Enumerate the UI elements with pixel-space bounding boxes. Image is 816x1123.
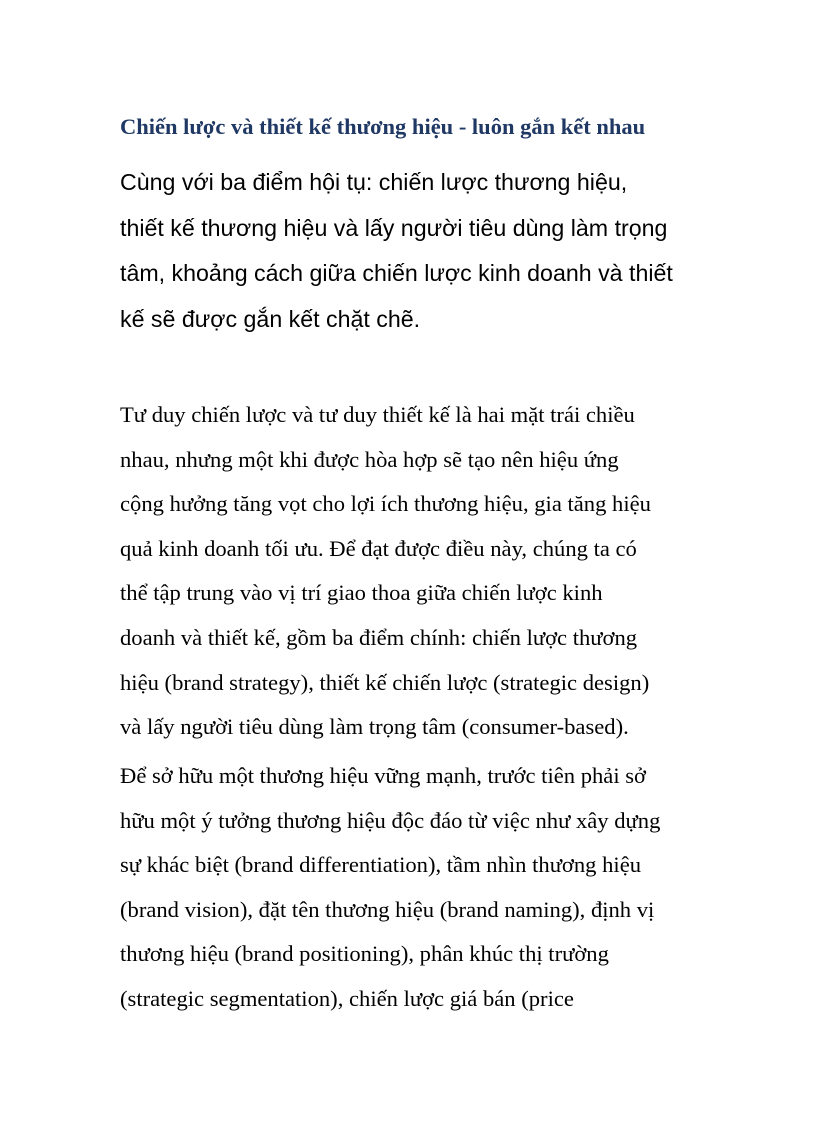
paragraph-line: và lấy người tiêu dùng làm trọng tâm (consumer-based). bbox=[120, 714, 629, 740]
paragraph-line: Để sở hữu một thương hiệu vững mạnh, trước tiên phải sở bbox=[120, 763, 646, 788]
paragraph-line: hiệu (brand strategy), thiết kế chiến lược (strategic design) bbox=[120, 669, 650, 695]
paragraph-line: nhau, nhưng một khi được hòa hợp sẽ tạo nên hiệu ứng bbox=[120, 446, 619, 472]
lead-line: kế sẽ được gắn kết chặt chẽ. bbox=[120, 305, 421, 332]
paragraph-line: hữu một ý tưởng thương hiệu độc đáo từ việc như xây dựng bbox=[120, 807, 661, 833]
lead-line: thiết kế thương hiệu và lấy người tiêu dùng làm trọng bbox=[120, 214, 668, 241]
lead-line: Cùng với ba điểm hội tụ: chiến lược thương hiệu, bbox=[120, 169, 628, 195]
paragraph-line: Tư duy chiến lược và tư duy thiết kế là hai mặt trái chiều bbox=[120, 402, 635, 427]
paragraph-line: thương hiệu (brand positioning), phân khúc thị trường bbox=[120, 941, 609, 967]
body-paragraph-1 bbox=[120, 393, 720, 750]
paragraph-line: sự khác biệt (brand differentiation), tầm nhìn thương hiệu bbox=[120, 852, 642, 878]
paragraph-line: thể tập trung vào vị trí giao thoa giữa chiến lược kinh bbox=[120, 580, 603, 606]
article-title: Chiến lược và thiết kế thương hiệu - luôn gắn kết nhau bbox=[120, 114, 646, 139]
body-paragraph-2 bbox=[120, 754, 720, 1022]
paragraph-line: doanh và thiết kế, gồm ba điểm chính: chiến lược thương bbox=[120, 624, 638, 650]
paragraph-line: cộng hưởng tăng vọt cho lợi ích thương hiệu, gia tăng hiệu bbox=[120, 491, 651, 517]
paragraph-line: (brand vision), đặt tên thương hiệu (brand naming), định vị bbox=[120, 896, 655, 922]
paragraph-line: quả kinh doanh tối ưu. Để đạt được điều này, chúng ta có bbox=[120, 535, 637, 561]
lead-line: tâm, khoảng cách giữa chiến lược kinh doanh và thiết bbox=[120, 260, 673, 286]
paragraph-line: (strategic segmentation), chiến lược giá bán (price bbox=[120, 985, 574, 1011]
lead-paragraph bbox=[120, 160, 720, 342]
